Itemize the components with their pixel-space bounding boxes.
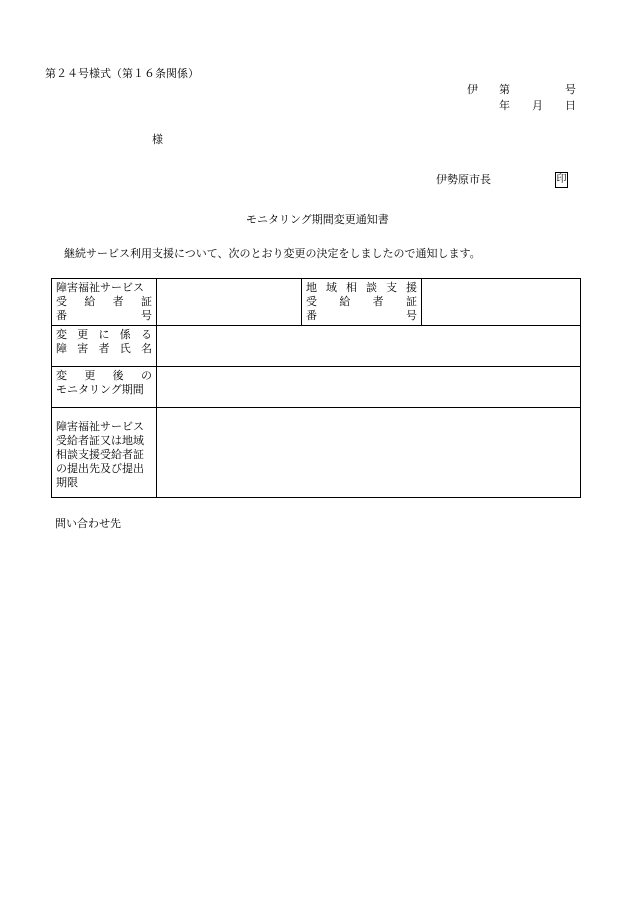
label-char: 支 <box>386 281 397 294</box>
value-service-cert-number[interactable] <box>157 279 302 326</box>
value-submission[interactable] <box>157 408 581 498</box>
label-line-spread <box>56 369 152 383</box>
table-row <box>52 326 581 367</box>
label-line: の提出先及び提出 <box>56 462 144 475</box>
contact-label: 問い合わせ先 <box>55 517 121 530</box>
label-char: 者 <box>98 342 110 355</box>
label-char: 名 <box>141 342 152 355</box>
label-char: 障 <box>56 342 67 355</box>
label-char: 受 <box>306 295 317 308</box>
value-monitoring-period[interactable] <box>157 367 581 408</box>
form-table <box>51 278 581 498</box>
form-number: 第２４号様式（第１６条関係） <box>45 67 199 80</box>
label-line: モニタリング期間 <box>56 383 144 396</box>
table-row <box>52 367 581 408</box>
document-title: モニタリング期間変更通知書 <box>246 213 389 226</box>
label-line-spread <box>306 309 417 323</box>
label-char: 氏 <box>119 342 131 355</box>
label-char: 係 <box>119 328 131 341</box>
date-month: 月 <box>532 99 543 112</box>
seal-mark: 印 <box>555 172 568 188</box>
label-char: 受 <box>56 295 67 308</box>
label-line-spread <box>56 295 152 309</box>
label-char: 給 <box>84 295 96 308</box>
label-line-spread <box>56 328 152 342</box>
label-char: に <box>98 328 110 341</box>
label-line: 障害福祉サービス <box>56 420 144 433</box>
label-char: 号 <box>141 309 152 322</box>
label-char: 者 <box>372 295 384 308</box>
issuer-name: 伊勢原市長 <box>436 173 491 186</box>
label-line: 期限 <box>56 476 78 489</box>
date-day: 日 <box>565 99 576 112</box>
doc-no-prefix: 伊 <box>467 83 478 96</box>
label-line: 受給者証又は地域 <box>56 434 144 447</box>
doc-no-suffix: 号 <box>565 83 576 96</box>
label-char: 変 <box>56 369 67 382</box>
label-monitoring-period <box>52 367 157 408</box>
label-person-name <box>52 326 157 367</box>
label-char: 談 <box>366 281 377 294</box>
label-char: 変 <box>56 328 67 341</box>
table-row <box>52 408 581 498</box>
label-line-spread <box>56 309 152 323</box>
label-char: の <box>140 369 152 382</box>
label-line-spread <box>56 342 152 356</box>
addressee-honorific: 様 <box>152 133 163 146</box>
label-char: 証 <box>140 295 152 308</box>
intro-text: 継続サービス利用支援について、次のとおり変更の決定をしましたので通知します。 <box>64 247 481 260</box>
label-line: 障害福祉サービス <box>56 281 144 294</box>
label-char: 証 <box>405 295 417 308</box>
doc-no-mid: 第 <box>499 83 510 96</box>
label-char: 更 <box>77 328 89 341</box>
label-char: 後 <box>112 369 124 382</box>
label-char: 更 <box>84 369 96 382</box>
label-consult-cert-number <box>302 279 422 326</box>
label-char: 者 <box>112 295 124 308</box>
label-char: 番 <box>306 309 317 322</box>
value-person-name[interactable] <box>157 326 581 367</box>
label-line-spread <box>306 295 417 309</box>
label-char: 号 <box>406 309 417 322</box>
label-char: 地 <box>306 281 317 294</box>
label-char: 番 <box>56 309 67 322</box>
label-char: 給 <box>339 295 351 308</box>
label-line-spread <box>306 281 417 295</box>
label-line: 相談支援受給者証 <box>56 448 144 461</box>
label-char: 域 <box>326 281 337 294</box>
label-submission <box>52 408 157 498</box>
label-service-cert-number <box>52 279 157 326</box>
table-row <box>52 279 581 326</box>
label-char: 害 <box>77 342 89 355</box>
value-consult-cert-number[interactable] <box>422 279 581 326</box>
label-char: る <box>141 328 152 341</box>
label-char: 相 <box>346 281 357 294</box>
label-char: 援 <box>406 281 417 294</box>
date-year: 年 <box>499 99 510 112</box>
